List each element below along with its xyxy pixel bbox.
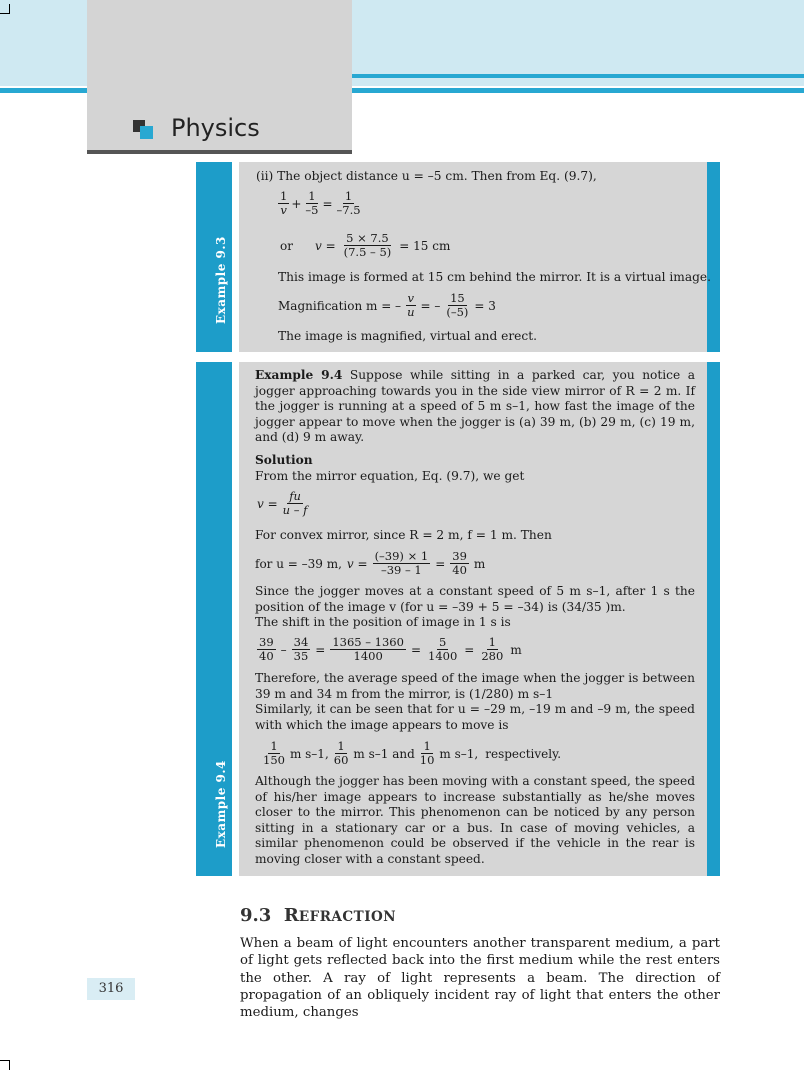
numerator: 1: [308, 189, 316, 203]
equation-text: = 15 cm: [399, 238, 451, 253]
example-tab-label: Example 9.3: [214, 236, 228, 324]
example-intro: [255, 368, 695, 446]
section-number: 9.3: [240, 905, 272, 926]
operator: –: [280, 642, 287, 657]
numerator: 39: [259, 635, 274, 649]
denominator: u: [407, 305, 415, 319]
example-heading: Example 9.4: [255, 368, 343, 382]
operator: =: [322, 196, 333, 211]
equation-text: = 3: [474, 298, 496, 313]
example-tab: [196, 362, 232, 876]
example-edge: [707, 162, 720, 352]
numerator: (–39) × 1: [374, 549, 429, 563]
denominator: 40: [259, 649, 274, 663]
unit: m: [510, 642, 522, 657]
numerator: 5: [438, 635, 447, 649]
example-paragraph: [255, 774, 695, 867]
equation: [278, 292, 496, 319]
example-text: Since the jogger moves at a constant speed of 5 m s–1, after 1 s the position of the image v (for u = –39 + 5 = –34) is (34/35 )m.: [255, 584, 695, 614]
equation-text: Magnification m = –: [278, 298, 402, 313]
numerator: 1: [488, 635, 496, 649]
equation-text: for u = –39 m,: [255, 556, 342, 571]
operator: =: [435, 556, 446, 571]
numerator: 1365 – 1360: [332, 635, 404, 649]
unit: m s–1 and: [353, 746, 415, 761]
operator: =: [464, 642, 475, 657]
example-line: For convex mirror, since R = 2 m, f = 1 m. Then: [255, 528, 552, 542]
equation-text: v =: [314, 238, 336, 253]
denominator: v: [280, 203, 287, 217]
example-text: Therefore, the average speed of the image when the jogger is between 39 m and 34 m from the mirror, is (1/280) m s–1: [255, 671, 695, 701]
denominator: –39 – 1: [380, 563, 422, 577]
numerator: 34: [293, 635, 309, 649]
example-question: Suppose while sitting in a parked car, you notice a jogger approaching towards you in the side view mirror of R = 2 m. If the jogger is running at a speed of 5 m s–1, how fast the image of the jogger appear to move when the jogger is (a) 39 m, (b) 29 m, (c) 19 m, and (d) 9 m away.: [255, 368, 695, 444]
section-title-initial: R: [283, 905, 299, 926]
denominator: (7.5 – 5): [343, 245, 392, 259]
example-line: The image is magnified, virtual and erect.: [278, 329, 537, 343]
denominator: 280: [481, 649, 504, 663]
numerator: 1: [280, 189, 288, 203]
example-line: (ii) The object distance u = –5 cm. Then from Eq. (9.7),: [256, 169, 597, 183]
example-text: Although the jogger has been moving with a constant speed, the speed of his/her image appears to increase substantially as he/she moves closer to the mirror. This phenomenon can be noticed by any person sitting in a stationary car or a bus. In case of moving vehicles, a similar phenomenon could be observed if the vehicle in the rear is moving closer with a constant speed.: [255, 774, 695, 866]
example-paragraph: [255, 671, 695, 702]
example-text: Similarly, it can be seen that for u = –29 m, –19 m and –9 m, the speed with which the image appears to move is: [255, 702, 695, 732]
operator: =: [315, 642, 326, 657]
denominator: 10: [419, 753, 435, 767]
unit: m s–1,: [289, 746, 329, 761]
equation-text: = –: [420, 298, 441, 313]
numerator: 1: [337, 739, 345, 753]
example-tab: [196, 162, 232, 352]
example-edge: [707, 362, 720, 876]
numerator: v: [407, 291, 415, 305]
denominator: 150: [263, 753, 285, 767]
denominator: (–5): [446, 305, 469, 319]
header-rule-top: [352, 74, 804, 78]
crop-mark-icon: [0, 4, 10, 14]
example-line: This image is formed at 15 cm behind the mirror. It is a virtual image.: [278, 270, 711, 284]
numerator: 1: [270, 739, 278, 753]
equation-text: v =: [257, 496, 278, 511]
unit: m: [473, 556, 486, 571]
numerator: 1: [344, 189, 353, 203]
section-title-rest: EFRACTION: [298, 909, 397, 925]
denominator: –5: [305, 203, 319, 217]
numerator: 39: [452, 549, 467, 563]
solution-heading: Solution: [255, 453, 313, 467]
denominator: 40: [452, 563, 467, 577]
numerator: 1: [423, 739, 431, 753]
equation-text: or: [280, 238, 293, 253]
section-paragraph: [240, 935, 720, 1021]
denominator: u – f: [282, 503, 308, 517]
subject-title: Physics: [171, 114, 260, 142]
example-line: The shift in the position of image in 1 s is: [255, 615, 511, 629]
equation: [280, 232, 450, 259]
denominator: 60: [333, 753, 349, 767]
header-panel-underline: [87, 150, 352, 154]
equation-text: respectively.: [485, 746, 562, 761]
equation-text: v =: [346, 556, 368, 571]
numerator: fu: [289, 489, 301, 503]
example-tab-label: Example 9.4: [214, 760, 228, 848]
section-title: [240, 905, 396, 926]
numerator: 5 × 7.5: [346, 231, 389, 245]
equation: [257, 636, 522, 663]
unit: m s–1,: [439, 746, 479, 761]
equation: [255, 550, 485, 577]
paragraph-text: When a beam of light encounters another transparent medium, a part of light gets reflected back into the first medium while the rest enters the other. A ray of light represents a beam. The direction of propagation of an obliquely incident ray of light that enters the other medium, changes: [240, 936, 720, 1021]
equation: [278, 190, 363, 217]
denominator: 1400: [353, 649, 383, 663]
equation: [257, 490, 309, 517]
operator: +: [291, 196, 302, 211]
denominator: 35: [293, 649, 309, 663]
equation: [261, 740, 561, 767]
example-line: From the mirror equation, Eq. (9.7), we get: [255, 469, 525, 483]
page-number: 316: [87, 978, 135, 1000]
crop-mark-icon: [0, 1060, 10, 1070]
denominator: 1400: [428, 649, 458, 663]
example-paragraph: [255, 584, 695, 615]
operator: =: [410, 642, 422, 657]
example-paragraph: [255, 702, 695, 733]
denominator: –7.5: [336, 203, 361, 217]
subject-logo-icon: [133, 120, 153, 138]
numerator: 15: [450, 291, 465, 305]
